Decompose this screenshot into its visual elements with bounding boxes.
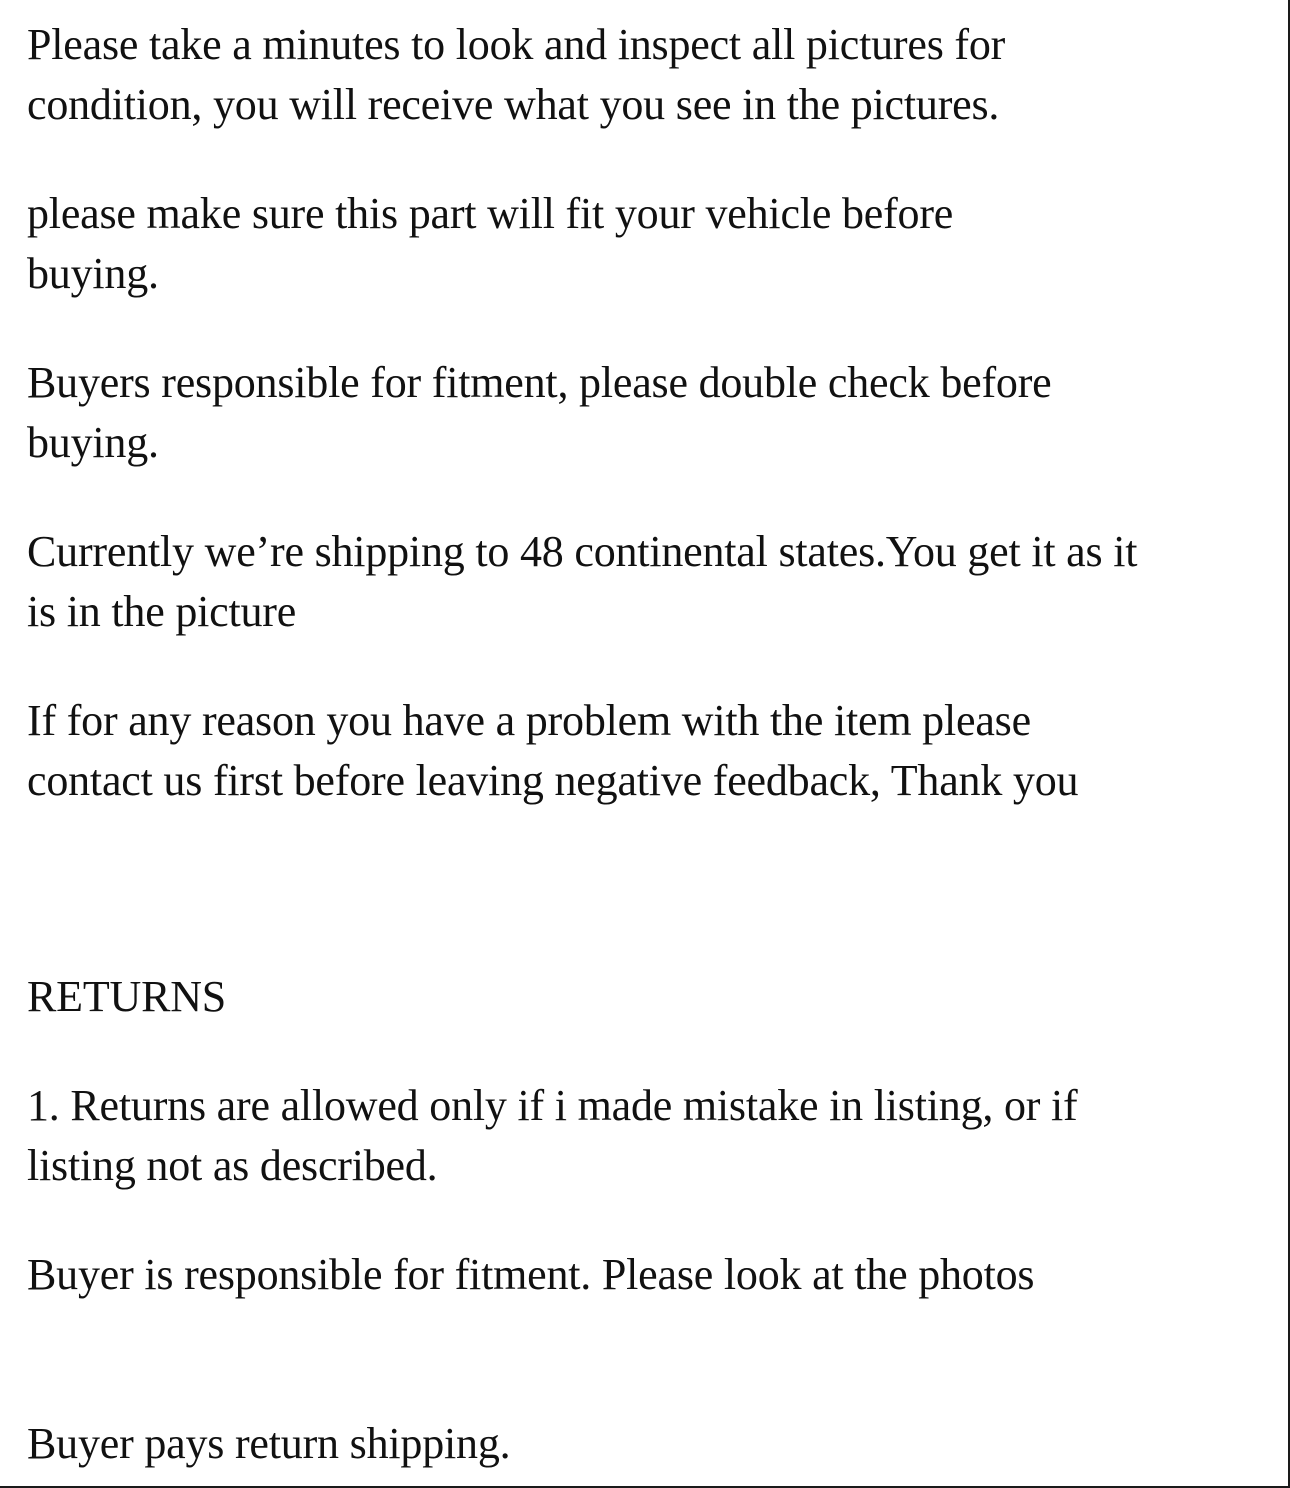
paragraph-line: listing not as described. [27,1141,438,1190]
paragraph-line: Please take a minutes to look and inspect all pictures for [27,20,1006,69]
paragraph-inspect-pictures [27,15,1277,135]
returns-fitment: Buyer is responsible for fitment. Please look at the photos [27,1250,1035,1299]
paragraph-line: please make sure this part will fit your vehicle before [27,189,954,238]
paragraph-line: Buyers responsible for fitment, please double check before [27,358,1052,407]
paragraph-contact-first [27,691,1277,811]
paragraph-shipping-states [27,522,1277,642]
paragraph-line: buying. [27,418,159,467]
paragraph-line: condition, you will receive what you see in the pictures. [27,80,1000,129]
paragraph-fit-vehicle [27,184,1277,304]
paragraph-line: 1. Returns are allowed only if i made mistake in listing, or if [27,1081,1078,1130]
paragraph-line: Currently we’re shipping to 48 continental states.You get it as it [27,527,1138,576]
returns-shipping: Buyer pays return shipping. [27,1419,511,1468]
paragraph-line: contact us first before leaving negative feedback, Thank you [27,756,1079,805]
paragraph-line: If for any reason you have a problem with the item please [27,696,1031,745]
paragraph-buyer-fitment [27,353,1277,473]
returns-heading: RETURNS [27,972,227,1021]
returns-item-1 [27,1076,1277,1196]
paragraph-line: is in the picture [27,587,297,636]
paragraph-line: buying. [27,249,159,298]
